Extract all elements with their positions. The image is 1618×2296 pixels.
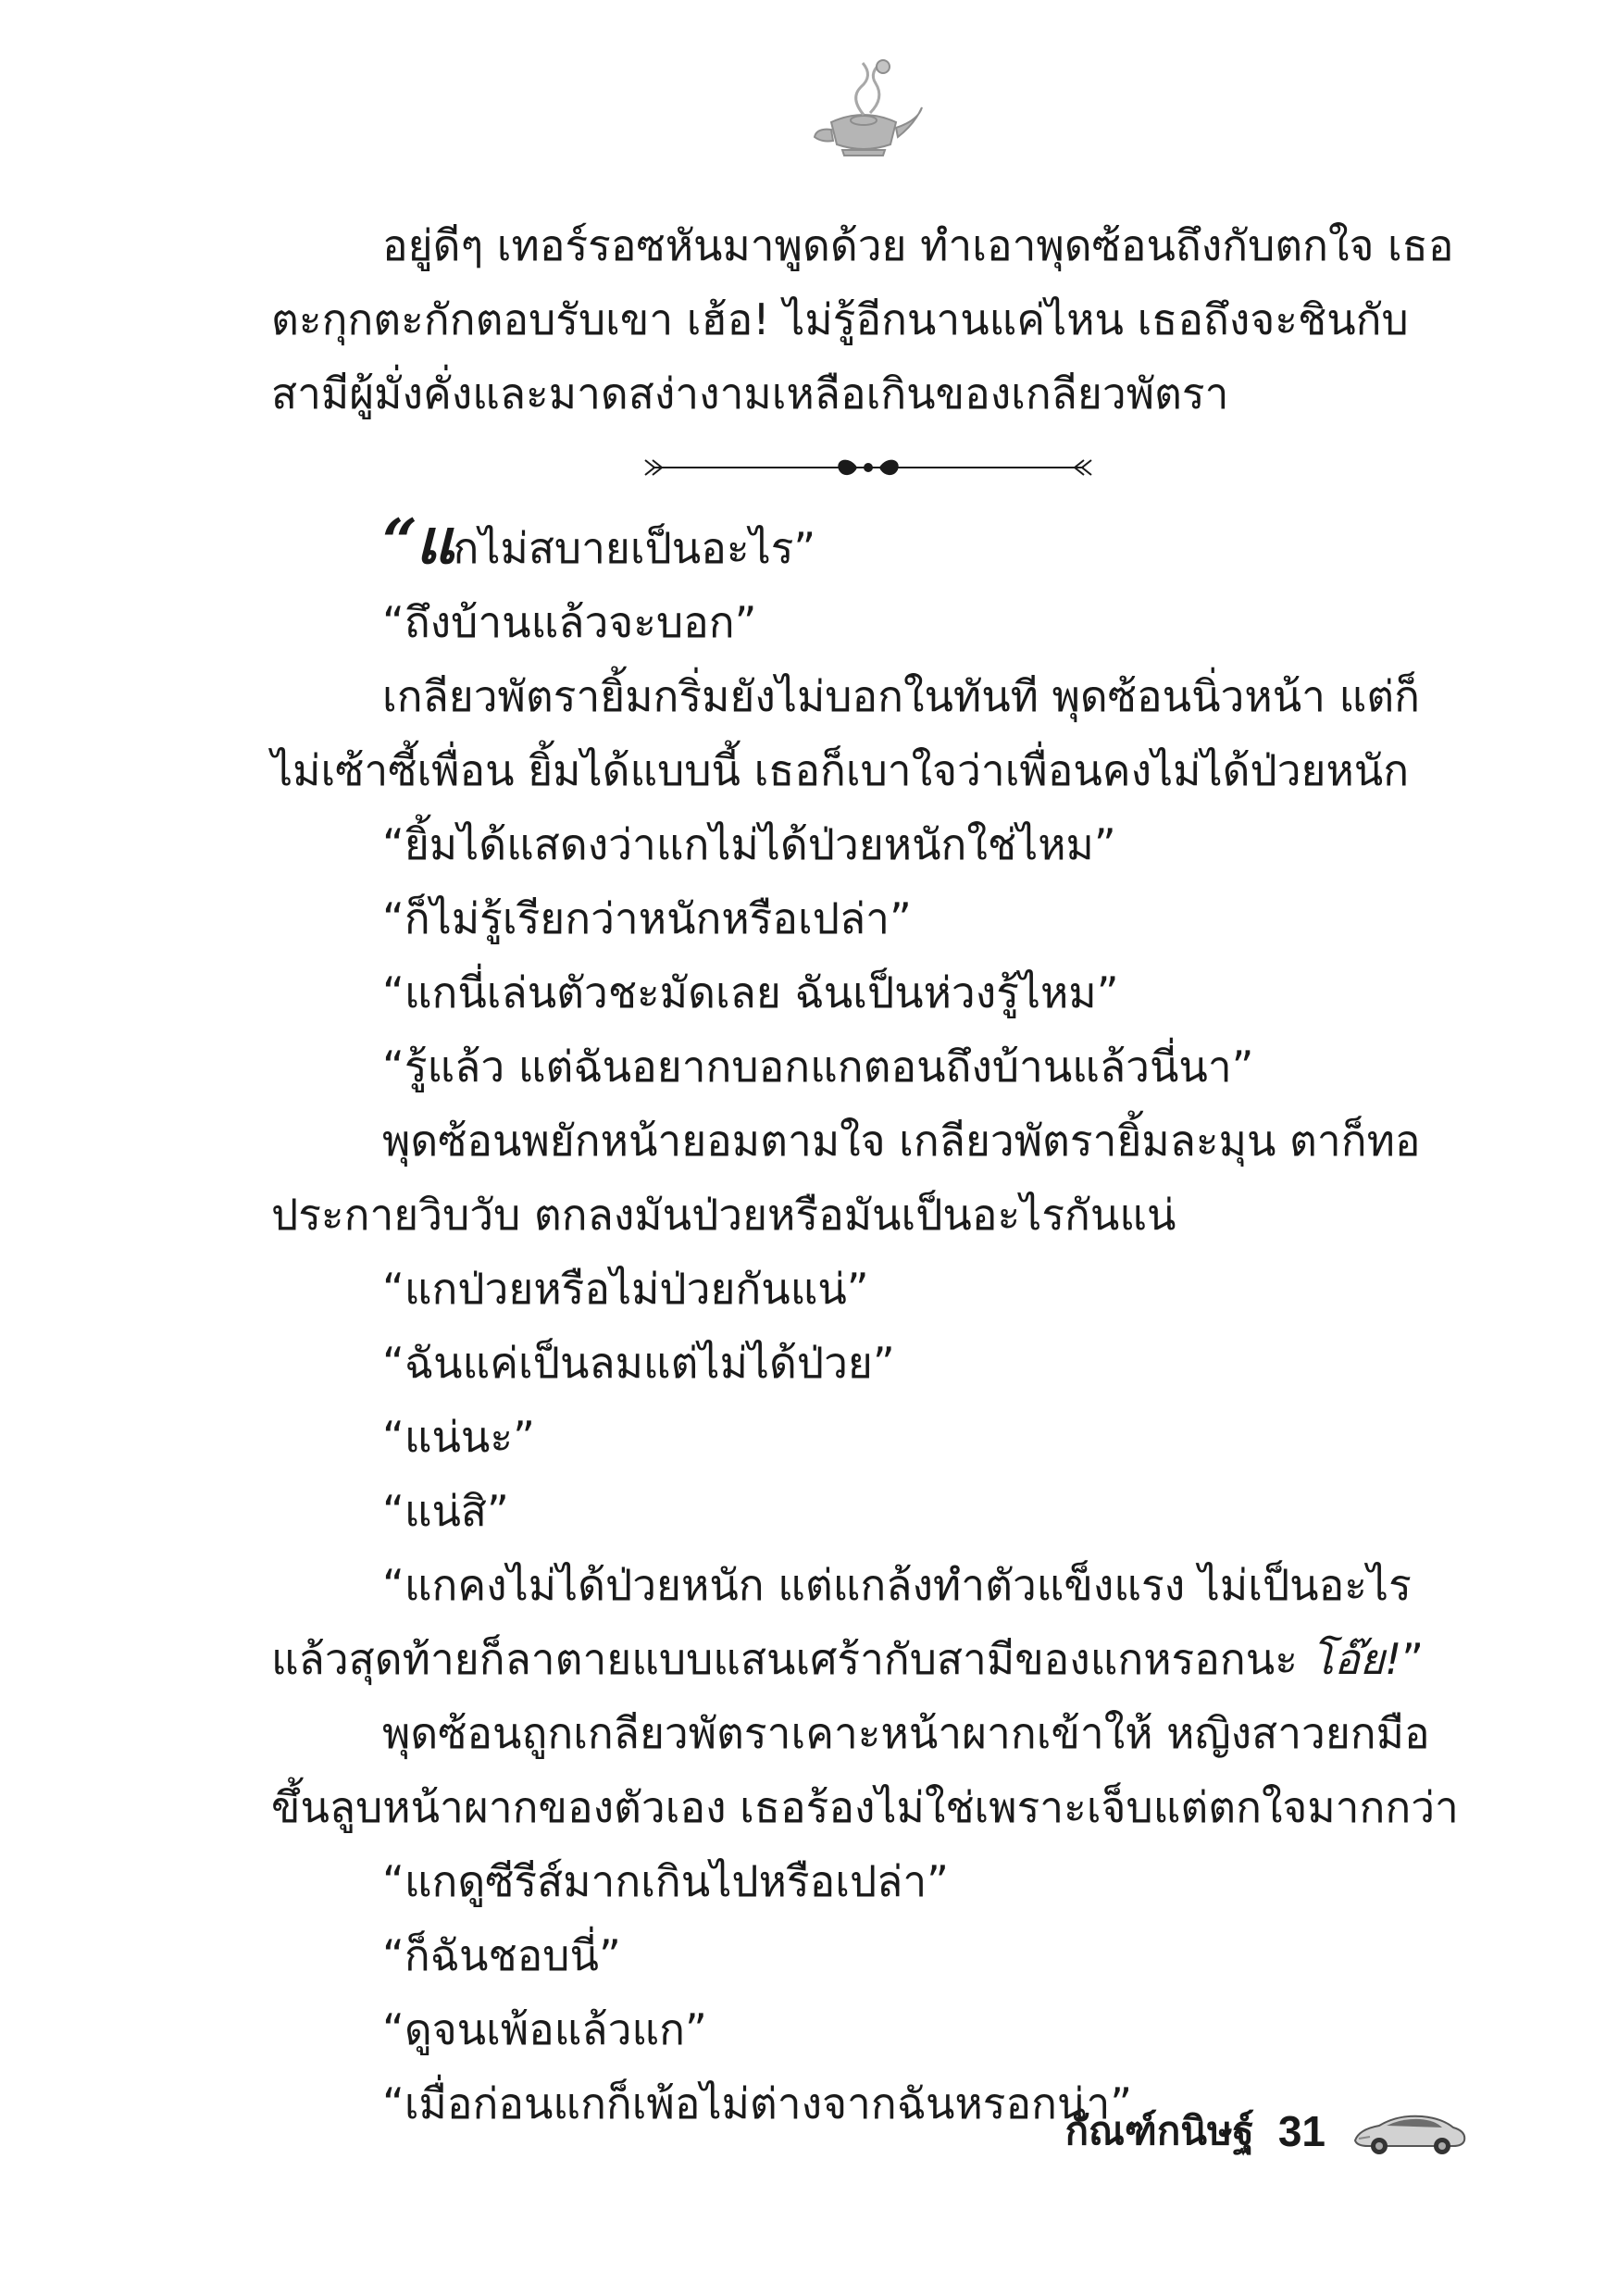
dialogue-line: “ดูจนเพ้อแล้วแก” <box>382 2004 707 2054</box>
dialogue-line: “แกดูซีรีส์มากเกินไปหรือเปล่า” <box>382 1856 949 1906</box>
dialogue-line: “เมื่อก่อนแกก็เพ้อไม่ต่างจากฉันหรอกน่า” <box>382 2078 1133 2128</box>
sports-car-icon <box>1350 2105 1470 2157</box>
closing-quote: ” <box>1401 1634 1425 1684</box>
heart-arrow-divider-icon <box>641 449 1095 486</box>
teapot-with-steam-ornament-icon <box>794 56 933 157</box>
dialogue-line: “แกป่วยหรือไม่ป่วยกันแน่” <box>382 1264 869 1314</box>
paragraph: เกลียวพัตรายิ้มกริ่มยังไม่บอกในทันที พุดซ้อนนิ่วหน้า แต่ก็ไม่เซ้าซี้เพื่อน ยิ้มได้แบบนี้ เธอก็เบาใจว่าเพื่อนคงไม่ได้ป่วยหนัก <box>271 671 1420 795</box>
paragraph: อยู่ดีๆ เทอร์รอซหันมาพูดด้วย ทำเอาพุดซ้อนถึงกับตกใจ เธอตะกุกตะกักตอบรับเขา เฮ้อ! ไม่รู้อีกนานแค่ไหน เธอถึงจะชินกับสามีผู้มั่งคั่งและมาดสง่างามเหลือเกินของเกลียวพัตรา <box>271 220 1454 418</box>
dialogue-line: “แกนี่เล่นตัวชะมัดเลย ฉันเป็นห่วงรู้ไหม” <box>382 967 1119 1017</box>
dialogue-line: “ฉันแค่เป็นลมแต่ไม่ได้ป่วย” <box>382 1338 895 1388</box>
dialogue-line-with-dropcap <box>271 505 1465 585</box>
dialogue-text: “แกคงไม่ได้ป่วยหนัก แต่แกล้งทำตัวแข็งแรง ไม่เป็นอะไร แล้วสุดท้ายก็ลาตายแบบแสนเศร้ากับสามีของแกหรอกนะ <box>271 1560 1412 1684</box>
dialogue-line: “ก็ไม่รู้เรียกว่าหนักหรือเปล่า” <box>382 893 912 943</box>
dialogue-line: “ถึงบ้านแล้วจะบอก” <box>382 597 757 647</box>
paragraph: พุดซ้อนพยักหน้ายอมตามใจ เกลียวพัตรายิ้มละมุน ตาก็ทอประกายวิบวับ ตกลงมันป่วยหรือมันเป็นอะไรกันแน่ <box>271 1116 1421 1240</box>
drop-cap: “แ <box>382 505 454 578</box>
dialogue-line: “แน่นะ” <box>382 1412 535 1462</box>
page-footer <box>1065 2094 1470 2168</box>
dialogue-line: “รู้แล้ว แต่ฉันอยากบอกแกตอนถึงบ้านแล้วนี่นา” <box>382 1042 1254 1092</box>
scene-divider <box>271 430 1465 505</box>
paragraph: พุดซ้อนถูกเกลียวพัตราเคาะหน้าผากเข้าให้ หญิงสาวยกมือขึ้นลูบหน้าผากของตัวเอง เธอร้องไม่ใช่เพราะเจ็บแต่ตกใจมากกว่า <box>271 1708 1459 1832</box>
dialogue-text: กไม่สบายเป็นอะไร” <box>453 523 816 573</box>
dialogue-line: “ยิ้มได้แสดงว่าแกไม่ได้ป่วยหนักใช่ไหม” <box>382 819 1116 869</box>
body-text <box>271 208 1465 2140</box>
author-name: กัณฑ์กนิษฐ์ <box>1064 2108 1254 2153</box>
dialogue-line: “แน่สิ” <box>382 1486 509 1536</box>
dialogue-line: “ก็ฉันชอบนี่” <box>382 1930 621 1980</box>
dialogue-paragraph <box>271 1548 1465 1696</box>
page-number: 31 <box>1277 2107 1326 2155</box>
italic-exclamation: โอ๊ย! <box>1311 1634 1402 1684</box>
